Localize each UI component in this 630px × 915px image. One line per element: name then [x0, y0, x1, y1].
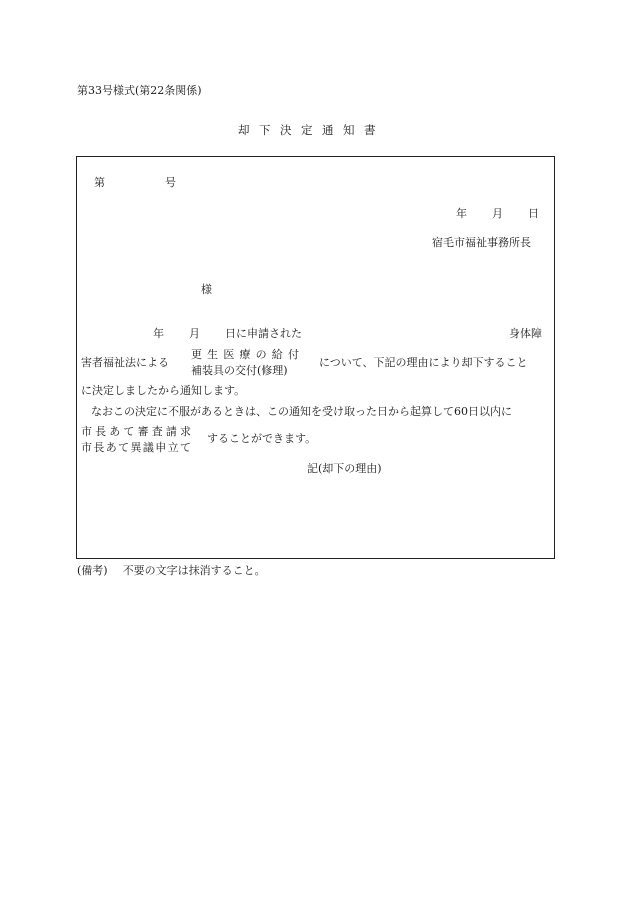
number-suffix: 号 — [165, 176, 176, 189]
title-char: 知 — [343, 123, 355, 137]
appeal-option-review: 市 長 あ て 審 査 請 求 — [81, 425, 191, 438]
title-char: 下 — [259, 123, 271, 137]
benefit-choice-stack — [191, 349, 299, 376]
date-year: 年 — [456, 207, 467, 220]
application-day-text: 日に申請された — [225, 327, 302, 340]
number-prefix: 第 — [94, 176, 105, 189]
application-year: 年 — [153, 327, 164, 340]
rejection-reason-text: について、下記の理由により却下すること — [319, 356, 528, 369]
title-char: 却 — [238, 123, 250, 137]
remarks-label: (備考) — [77, 564, 108, 577]
addressee-suffix: 様 — [201, 283, 212, 296]
notice-sentence: に決定しましたから通知します。 — [81, 384, 246, 397]
date-month: 月 — [492, 207, 503, 220]
title-char: 決 — [280, 123, 292, 137]
title-char: 定 — [301, 123, 313, 137]
appeal-choice-stack — [81, 426, 191, 453]
law-name-start: 身体障 — [509, 327, 542, 340]
issuer-name: 宿毛市福祉事務所長 — [432, 236, 531, 249]
document-title — [238, 125, 376, 137]
appeal-sentence: なおこの決定に不服があるときは、この通知を受け取った日から起算して60日以内に — [91, 405, 512, 418]
section-heading: 記(却下の理由) — [307, 462, 382, 475]
remarks-note — [77, 565, 266, 576]
law-name-rest: 害者福祉法による — [81, 356, 169, 369]
application-month: 月 — [189, 327, 200, 340]
benefit-option-device: 補装具の交付(修理) — [191, 364, 288, 377]
title-char: 書 — [364, 123, 376, 137]
appeal-suffix: することができます。 — [207, 432, 317, 445]
appeal-option-objection: 市 長 あ て 異 議 申 立 て — [81, 441, 191, 454]
form-number-label: 第33号様式(第22条関係) — [77, 84, 202, 97]
benefit-option-medical: 更 生 医 療 の 給 付 — [191, 348, 299, 361]
title-char: 通 — [322, 123, 334, 137]
date-day: 日 — [528, 207, 539, 220]
remarks-text: 不要の文字は抹消すること。 — [122, 564, 266, 577]
